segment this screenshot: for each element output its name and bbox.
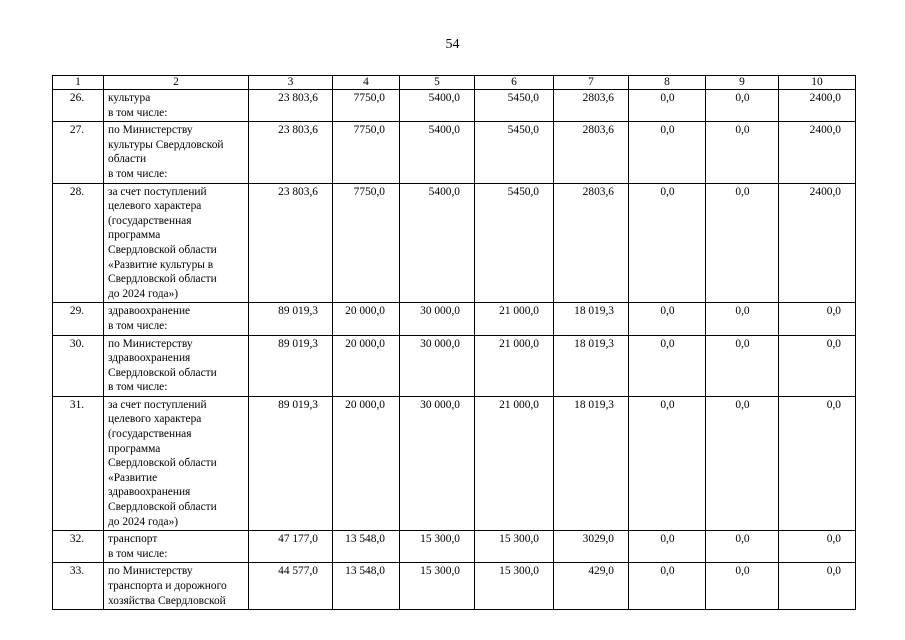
row-name-line: программа — [108, 442, 161, 455]
cell-c8: 0,0 — [629, 303, 706, 335]
cell-c5: 5400,0 — [400, 183, 475, 303]
cell-c6: 5450,0 — [475, 122, 554, 183]
table-row — [53, 563, 856, 610]
cell-c5: 30 000,0 — [400, 335, 475, 396]
cell-c9: 0,0 — [706, 563, 779, 610]
row-name-line: «Развитие культуры в — [108, 258, 214, 271]
cell-c6: 21 000,0 — [475, 303, 554, 335]
header-cell: 10 — [779, 76, 856, 90]
table-row — [53, 335, 856, 396]
budget-table — [52, 75, 856, 610]
cell-c5: 15 300,0 — [400, 531, 475, 563]
table-row — [53, 183, 856, 303]
table-row — [53, 531, 856, 563]
row-name-line: в том числе: — [108, 106, 168, 119]
cell-c8: 0,0 — [629, 183, 706, 303]
cell-c4: 20 000,0 — [333, 335, 400, 396]
row-name-line: «Развитие — [108, 471, 158, 484]
cell-c7: 2803,6 — [554, 183, 629, 303]
table-row — [53, 396, 856, 530]
cell-c7: 2803,6 — [554, 90, 629, 122]
cell-c7: 18 019,3 — [554, 303, 629, 335]
cell-c4: 13 548,0 — [333, 531, 400, 563]
header-cell: 7 — [554, 76, 629, 90]
cell-c9: 0,0 — [706, 183, 779, 303]
cell-c3: 23 803,6 — [249, 183, 333, 303]
cell-c10: 0,0 — [779, 303, 856, 335]
cell-c6: 21 000,0 — [475, 335, 554, 396]
row-name-line: (государственная — [108, 214, 192, 227]
row-name-line: в том числе: — [108, 167, 168, 180]
row-name-line: области — [108, 153, 147, 166]
cell-c9: 0,0 — [706, 303, 779, 335]
cell-c7: 3029,0 — [554, 531, 629, 563]
cell-c3: 23 803,6 — [249, 90, 333, 122]
cell-c9: 0,0 — [706, 396, 779, 530]
cell-c3: 47 177,0 — [249, 531, 333, 563]
cell-c5: 15 300,0 — [400, 563, 475, 610]
cell-c3: 23 803,6 — [249, 122, 333, 183]
header-cell: 1 — [53, 76, 104, 90]
page-number: 54 — [445, 37, 460, 52]
cell-c9: 0,0 — [706, 90, 779, 122]
cell-c10: 2400,0 — [779, 122, 856, 183]
row-name-line: целевого характера — [108, 200, 202, 213]
table-row — [53, 90, 856, 122]
row-name-line: транспорта и дорожного — [108, 580, 227, 592]
row-name — [104, 531, 249, 563]
row-number: 26. — [53, 90, 104, 122]
cell-c8: 0,0 — [629, 396, 706, 530]
row-name — [104, 563, 249, 610]
cell-c6: 15 300,0 — [475, 531, 554, 563]
cell-c5: 5400,0 — [400, 122, 475, 183]
cell-c7: 2803,6 — [554, 122, 629, 183]
row-number: 27. — [53, 122, 104, 183]
row-name — [104, 90, 249, 122]
row-name-line: по Министерству — [108, 565, 193, 578]
cell-c3: 89 019,3 — [249, 303, 333, 335]
row-name-line: Свердловской области — [108, 457, 217, 470]
cell-c4: 7750,0 — [333, 90, 400, 122]
cell-c9: 0,0 — [706, 122, 779, 183]
cell-c4: 7750,0 — [333, 183, 400, 303]
cell-c4: 20 000,0 — [333, 396, 400, 530]
row-name-line: по Министерству — [108, 124, 193, 137]
row-name-line: здравоохранения — [108, 352, 191, 365]
cell-c10: 0,0 — [779, 531, 856, 563]
cell-c8: 0,0 — [629, 531, 706, 563]
row-name-line: здравоохранение — [108, 305, 191, 318]
cell-c9: 0,0 — [706, 531, 779, 563]
row-number: 28. — [53, 183, 104, 303]
cell-c7: 18 019,3 — [554, 335, 629, 396]
cell-c6: 21 000,0 — [475, 396, 554, 530]
cell-c3: 89 019,3 — [249, 396, 333, 530]
header-cell: 2 — [104, 76, 249, 90]
cell-c6: 5450,0 — [475, 90, 554, 122]
cell-c8: 0,0 — [629, 90, 706, 122]
cell-c8: 0,0 — [629, 122, 706, 183]
header-cell: 8 — [629, 76, 706, 90]
row-number: 29. — [53, 303, 104, 335]
cell-c10: 0,0 — [779, 396, 856, 530]
cell-c8: 0,0 — [629, 335, 706, 396]
table-body — [53, 76, 856, 610]
row-name-line: здравоохранения — [108, 486, 191, 499]
cell-c10: 0,0 — [779, 335, 856, 396]
row-name-line: культура — [108, 92, 151, 104]
cell-c4: 13 548,0 — [333, 563, 400, 610]
row-number: 31. — [53, 396, 104, 530]
row-name-line: по Министерству — [108, 337, 193, 350]
row-name — [104, 396, 249, 530]
row-name-line: в том числе: — [108, 319, 168, 332]
cell-c5: 30 000,0 — [400, 396, 475, 530]
row-name-line: за счет поступлений — [108, 398, 207, 411]
row-name-line: Свердловской области — [108, 273, 217, 286]
row-name-line: за счет поступлений — [108, 185, 207, 198]
cell-c10: 0,0 — [779, 563, 856, 610]
header-cell: 4 — [333, 76, 400, 90]
row-number: 32. — [53, 531, 104, 563]
cell-c9: 0,0 — [706, 335, 779, 396]
row-number: 33. — [53, 563, 104, 610]
row-name-line: до 2024 года») — [108, 287, 179, 300]
row-name-line: культуры Свердловской — [108, 138, 224, 151]
row-name-line: (государственная — [108, 428, 192, 441]
row-number: 30. — [53, 335, 104, 396]
cell-c10: 2400,0 — [779, 90, 856, 122]
row-name-line: до 2024 года») — [108, 515, 179, 528]
header-cell: 3 — [249, 76, 333, 90]
cell-c3: 44 577,0 — [249, 563, 333, 610]
header-cell: 9 — [706, 76, 779, 90]
row-name-line: целевого характера — [108, 413, 202, 426]
header-cell: 6 — [475, 76, 554, 90]
row-name-line: в том числе: — [108, 547, 168, 560]
table-row — [53, 303, 856, 335]
row-name — [104, 183, 249, 303]
cell-c7: 429,0 — [554, 563, 629, 610]
header-row — [53, 76, 856, 90]
row-name-line: Свердловской области — [108, 243, 217, 256]
row-name — [104, 303, 249, 335]
cell-c5: 5400,0 — [400, 90, 475, 122]
cell-c6: 15 300,0 — [475, 563, 554, 610]
row-name — [104, 122, 249, 183]
cell-c6: 5450,0 — [475, 183, 554, 303]
row-name-line: транспорт — [108, 533, 158, 546]
cell-c5: 30 000,0 — [400, 303, 475, 335]
table-row — [53, 122, 856, 183]
row-name-line: Свердловской области — [108, 501, 217, 514]
header-cell: 5 — [400, 76, 475, 90]
cell-c3: 89 019,3 — [249, 335, 333, 396]
cell-c4: 20 000,0 — [333, 303, 400, 335]
row-name-line: программа — [108, 229, 161, 242]
row-name — [104, 335, 249, 396]
cell-c10: 2400,0 — [779, 183, 856, 303]
cell-c8: 0,0 — [629, 563, 706, 610]
cell-c7: 18 019,3 — [554, 396, 629, 530]
row-name-line: в том числе: — [108, 381, 168, 394]
cell-c4: 7750,0 — [333, 122, 400, 183]
row-name-line: Свердловской области — [108, 366, 217, 379]
row-name-line: хозяйства Свердловской — [108, 594, 226, 607]
